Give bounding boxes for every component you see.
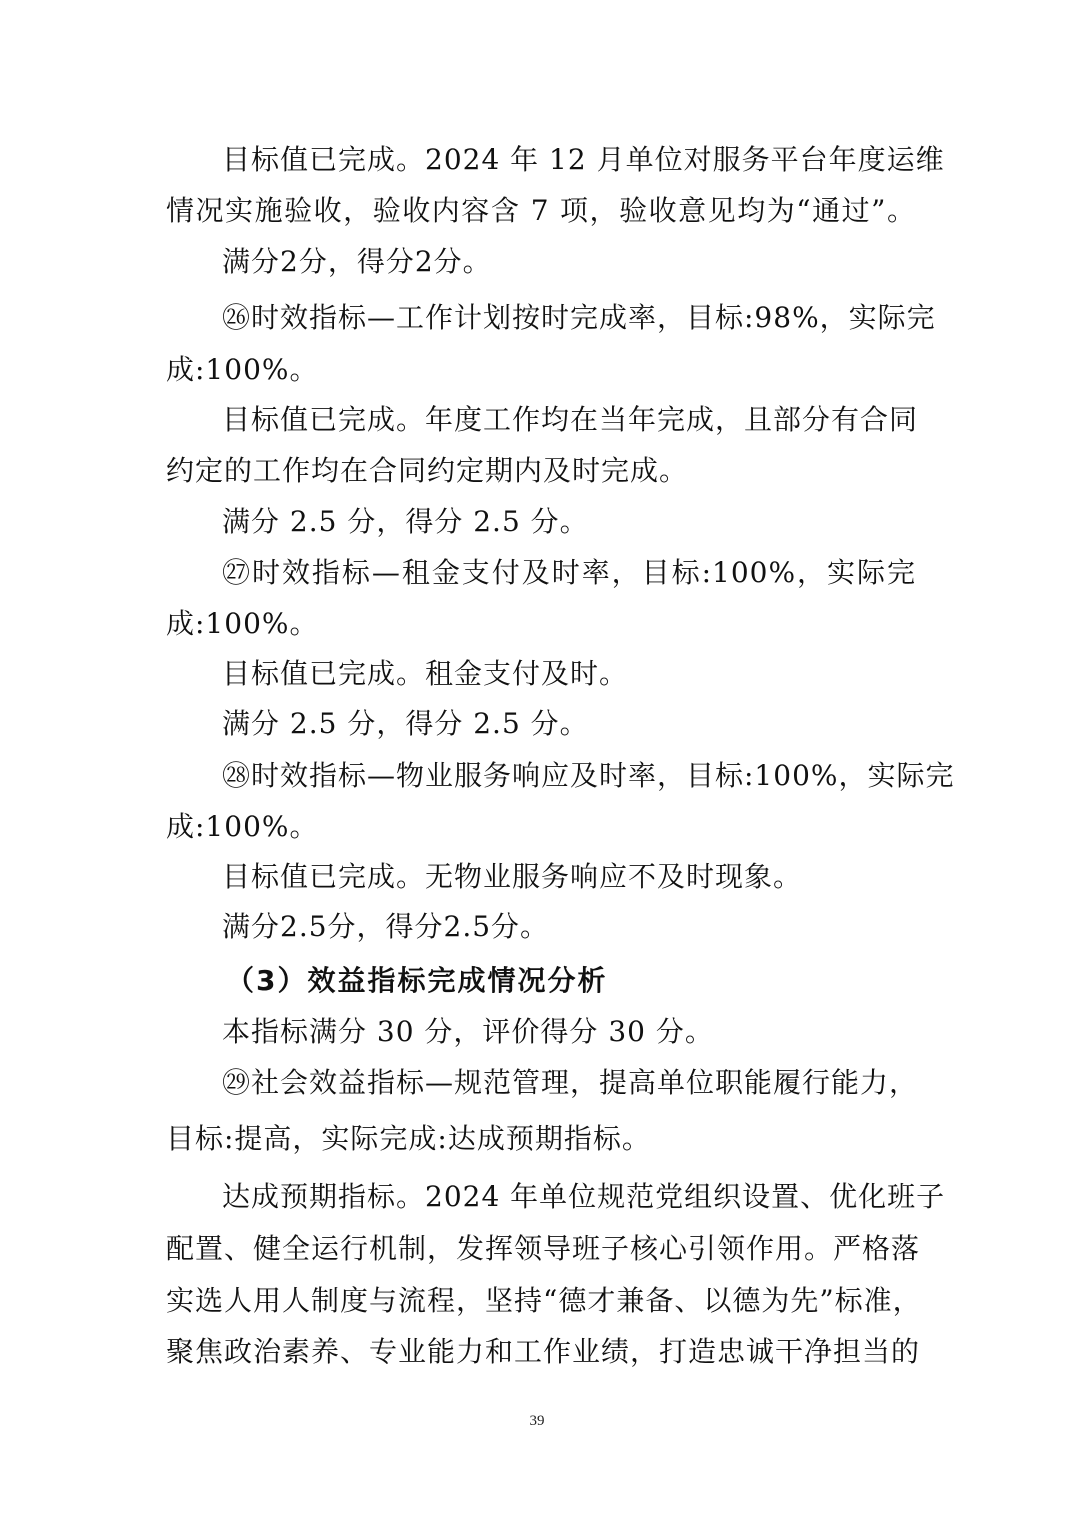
indicator-line: ㉖时效指标—工作计划按时完成率，目标:98%，实际完 xyxy=(222,301,936,334)
paragraph-line: 情况实施验收，验收内容含 7 项，验收意见均为“通过”。 xyxy=(166,194,916,227)
paragraph-line: 成:100%。 xyxy=(166,607,319,640)
paragraph-line: 约定的工作均在合同约定期内及时完成。 xyxy=(166,454,689,487)
indicator-line: ㉗时效指标—租金支付及时率，目标:100%，实际完 xyxy=(222,556,916,589)
paragraph-line: 成:100%。 xyxy=(166,353,319,386)
paragraph-line: 目标值已完成。年度工作均在当年完成，且部分有合同 xyxy=(222,403,919,436)
paragraph-line: 目标值已完成。租金支付及时。 xyxy=(222,657,629,690)
paragraph-line: 目标值已完成。无物业服务响应不及时现象。 xyxy=(222,860,803,893)
paragraph-line: 达成预期指标。2024 年单位规范党组织设置、优化班子 xyxy=(222,1180,946,1213)
paragraph-line: 目标:提高，实际完成:达成预期指标。 xyxy=(166,1122,651,1155)
paragraph-line: 目标值已完成。2024 年 12 月单位对服务平台年度运维 xyxy=(222,143,945,176)
score-line: 满分2分，得分2分。 xyxy=(222,245,492,278)
paragraph-line: 成:100%。 xyxy=(166,810,319,843)
page-number: 39 xyxy=(529,1413,545,1429)
paragraph-line: 本指标满分 30 分，评价得分 30 分。 xyxy=(222,1015,714,1048)
paragraph-line: 配置、健全运行机制，发挥领导班子核心引领作用。严格落 xyxy=(166,1232,921,1265)
score-line: 满分 2.5 分，得分 2.5 分。 xyxy=(222,505,589,538)
indicator-line: ㉘时效指标—物业服务响应及时率，目标:100%，实际完 xyxy=(222,759,955,792)
score-line: 满分 2.5 分，得分 2.5 分。 xyxy=(222,707,589,740)
paragraph-line: 聚焦政治素养、专业能力和工作业绩，打造忠诚干净担当的 xyxy=(166,1335,921,1368)
section-heading: （3）效益指标完成情况分析 xyxy=(226,964,608,997)
paragraph-line: 实选人用人制度与流程，坚持“德才兼备、以德为先”标准， xyxy=(166,1284,922,1317)
indicator-line: ㉙社会效益指标—规范管理，提高单位职能履行能力， xyxy=(222,1066,919,1099)
score-line: 满分2.5分，得分2.5分。 xyxy=(222,910,550,943)
